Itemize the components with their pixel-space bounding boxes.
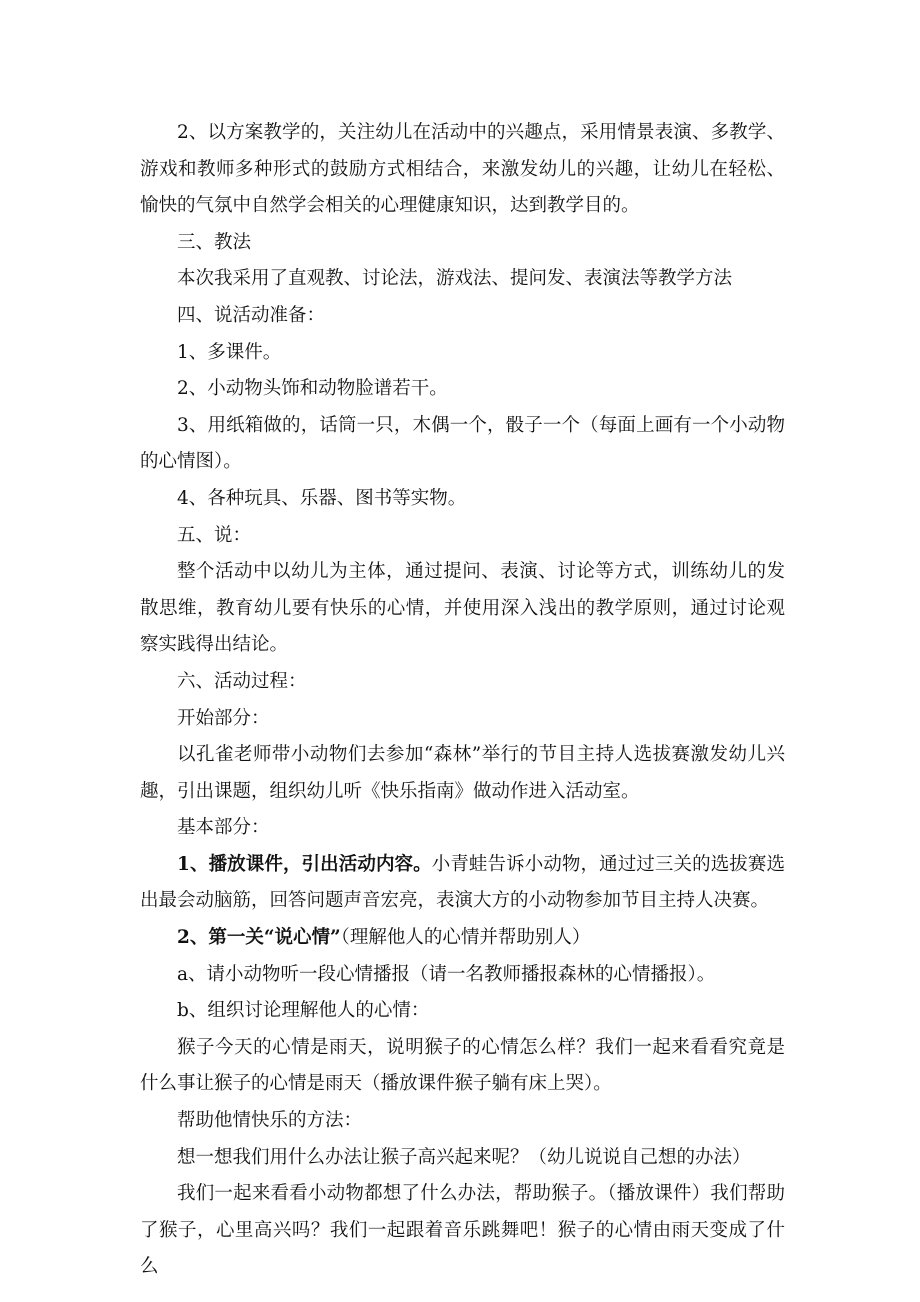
- paragraph-opening: 以孔雀老师带小动物们去参加“森林”举行的节目主持人选拔赛激发幼儿兴趣，引出课题，组织幼儿听《快乐指南》做动作进入活动室。: [140, 744, 785, 802]
- paragraph-step-1: [140, 847, 785, 920]
- paragraph-step-a: a、请小动物听一段心情播报（请一名教师播报森林的心情播报）。: [177, 963, 716, 985]
- paragraph-method-2: 2、以方案教学的，关注幼儿在活动中的兴趣点，采用情景表演、多教学、游戏和教师多种形式的鼓励方式相结合，来激发幼儿的兴趣，让幼儿在轻松、愉快的气氛中自然学会相关的心理健康知识，达到教学目的。: [140, 122, 785, 217]
- prep-item-2: 2、小动物头饰和动物脸谱若干。: [177, 378, 448, 400]
- heading-activity-preparation: 四、说活动准备：: [177, 304, 326, 326]
- paragraph-teaching-methods-list: 本次我采用了直观教、讨论法，游戏法、提问发、表演法等教学方法: [177, 268, 733, 290]
- paragraph-think: 想一想我们用什么办法让猴子高兴起来呢？（幼儿说说自己想的办法）: [177, 1146, 751, 1168]
- heading-explain: 五、说：: [177, 524, 252, 546]
- document-page: [140, 115, 785, 1286]
- paragraph-step-b: b、组织讨论理解他人的心情：: [177, 1000, 430, 1022]
- paragraph-help-monkey: 我们一起来看看小动物都想了什么办法，帮助猴子。（播放课件）我们帮助了猴子，心里高兴吗？我们一起跟着音乐跳舞吧！猴子的心情由雨天变成了什么: [140, 1183, 785, 1278]
- paragraph-step-2: [140, 920, 785, 957]
- step-2-bold: 2、第一关“说心情”: [177, 927, 341, 949]
- heading-basic-part: 基本部分：: [177, 817, 270, 839]
- heading-help-methods: 帮助他情快乐的方法：: [177, 1110, 363, 1132]
- heading-teaching-method: 三、教法: [177, 231, 252, 253]
- paragraph-monkey-mood: 猴子今天的心情是雨天，说明猴子的心情怎么样？我们一起来看看究竟是什么事让猴子的心情是雨天（播放课件猴子躺有床上哭）。: [140, 1036, 785, 1095]
- heading-opening-part: 开始部分：: [177, 707, 270, 729]
- heading-activity-process: 六、活动过程：: [177, 670, 307, 692]
- prep-item-1: 1、多课件。: [177, 341, 282, 363]
- step-1-text: 小青蛙告诉小动物，通过过三关的选拔赛选出最会动脑筋，回答问题声音宏亮，表演大方的小动物参加节目主持人决赛。: [140, 853, 785, 912]
- prep-item-4: 4、各种玩具、乐器、图书等实物。: [177, 487, 467, 509]
- prep-item-3: 3、用纸箱做的，话筒一只，木偶一个，骰子一个（每面上画有一个小动物的心情图）。: [140, 414, 785, 473]
- step-1-bold: 1、播放课件，引出活动内容。: [177, 853, 432, 875]
- step-2-text: （理解他人的心情并帮助别人）: [340, 927, 591, 949]
- paragraph-explain: 整个活动中以幼儿为主体，通过提问、表演、讨论等方式，训练幼儿的发散思维，教育幼儿要有快乐的心情，并使用深入浅出的教学原则，通过讨论观察实践得出结论。: [140, 561, 785, 656]
